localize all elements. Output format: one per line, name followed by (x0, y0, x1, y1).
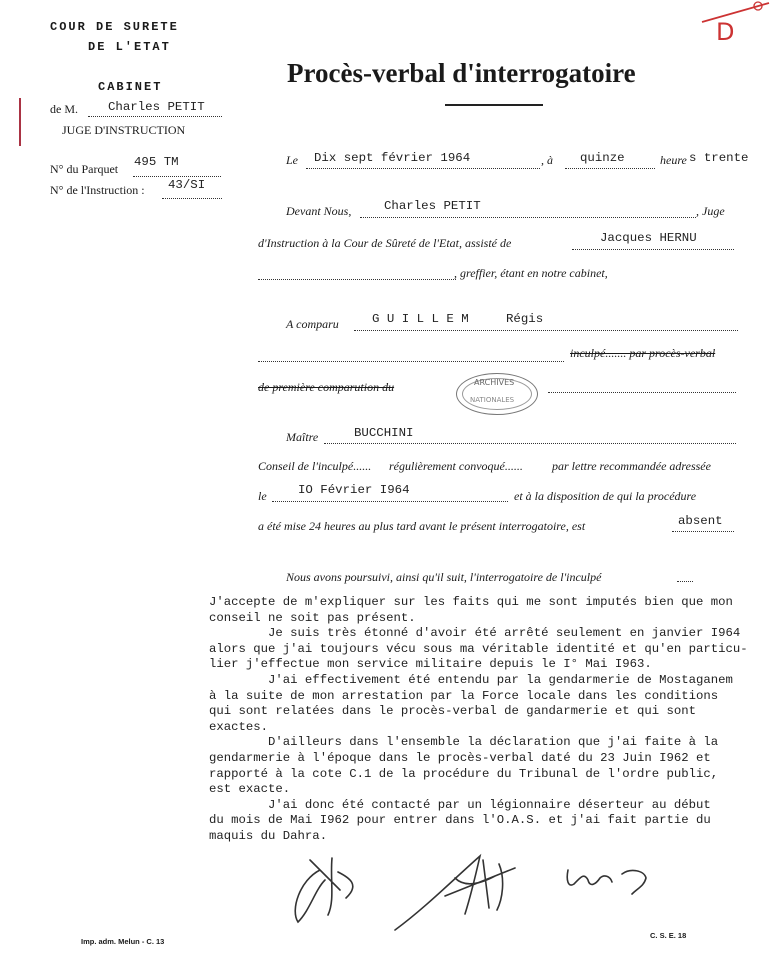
statement-line: Je suis très étonné d'avoir été arrêté seulement en janvier I964 (209, 626, 741, 641)
parquet-line (133, 176, 221, 177)
cabinet-label: CABINET (98, 80, 163, 94)
instruction-value: 43/SI (168, 178, 206, 192)
judge-name-line (88, 116, 222, 117)
statement-line: alors que j'ai toujours vécu sous ma véritable identité et qu'en particu- (209, 641, 748, 656)
signature-1 (280, 850, 390, 930)
signature-2 (385, 848, 545, 938)
greffier-blank-line (258, 279, 456, 280)
status-line (672, 531, 734, 532)
a-label: , à (541, 153, 553, 167)
court-line1: COUR DE SURETE (50, 20, 179, 34)
juge-label-2: , Juge (696, 204, 725, 218)
statement-body (209, 595, 748, 845)
heures-label: heure (660, 153, 687, 167)
title-underline (445, 104, 543, 106)
premiere-line (548, 392, 736, 393)
footer-right: C. S. E. 18 (650, 931, 687, 940)
statement-line: J'ai donc été contacté par un légionnaire déserteur au début (209, 797, 711, 812)
status-value: absent (678, 514, 723, 528)
maitre-name: BUCCHINI (354, 426, 414, 440)
devant-name: Charles PETIT (384, 199, 481, 213)
hour-line (565, 168, 655, 169)
statement-line: exactes. (209, 719, 269, 734)
greffier-name-line (572, 249, 734, 250)
instruction-label: N° de l'Instruction : (50, 183, 145, 197)
le2-label: le (258, 489, 267, 503)
comparu-firstname: Régis (506, 312, 544, 326)
corner-letter: D (716, 18, 735, 46)
comparu-blank-line (258, 361, 564, 362)
minutes-value: s trente (689, 151, 749, 165)
statement-line: qui sont relatées dans le procès-verbal de gandarmerie et qui sont (209, 704, 697, 719)
judge-name: Charles PETIT (108, 100, 205, 114)
devant-line (360, 217, 696, 218)
statement-line: maquis du Dahra. (209, 828, 328, 843)
maitre-label: Maître (286, 430, 319, 444)
statement-line: à la suite de mon arrestation par la Force locale dans les conditions (209, 688, 719, 703)
comparu-label: A comparu (286, 317, 339, 331)
stamp-line1: ARCHIVES (474, 378, 515, 387)
date-value: Dix sept février 1964 (314, 151, 471, 165)
instruction-line (162, 198, 222, 199)
corner-annotation (700, 0, 771, 50)
greffier-name: Jacques HERNU (600, 231, 697, 245)
poursuivi-text: Nous avons poursuivi, ainsi qu'il suit, l'interrogatoire de l'inculpé (286, 570, 602, 584)
hour-value: quinze (580, 151, 625, 165)
greffier-sentence: , greffier, étant en notre cabinet, (454, 266, 608, 280)
comparu-line (354, 330, 738, 331)
statement-line: rapporté à la cote C.1 de la procédure du Tribunal de l'ordre public, (209, 766, 719, 781)
maitre-line (324, 443, 736, 444)
premiere-struck: de première comparution du (258, 380, 395, 394)
page-title: Procès-verbal d'interrogatoire (287, 58, 636, 88)
conseil-text-1: Conseil de l'inculpé...... (258, 459, 372, 473)
devant-label: Devant Nous, (286, 204, 352, 218)
court-line2: DE L'ETAT (88, 40, 171, 54)
statement-line: conseil ne soit pas présent. (209, 610, 416, 625)
statement-line: J'ai effectivement été entendu par la gendarmerie de Mostaganem (209, 672, 733, 687)
date-line (306, 168, 540, 169)
margin-mark (19, 98, 21, 146)
stamp-line2: NATIONALES (470, 396, 515, 404)
statement-line: J'accepte de m'expliquer sur les faits qui me sont imputés bien que mon (209, 595, 733, 609)
mise-text: a été mise 24 heures au plus tard avant le présent interrogatoire, est (258, 519, 586, 533)
statement-line: est exacte. (209, 782, 291, 797)
statement-line: D'ailleurs dans l'ensemble la déclaration que j'ai faite à la (209, 735, 719, 750)
statement-line: lier j'effectue mon service militaire depuis le I° Mai I963. (209, 657, 652, 672)
juge-label: JUGE D'INSTRUCTION (62, 123, 186, 137)
conseil-text-2: régulièrement convoqué...... (389, 459, 523, 473)
statement-line: du mois de Mai I962 pour entrer dans l'O.A.S. et j'ai fait partie du (209, 813, 711, 828)
instruction-sentence: d'Instruction à la Cour de Sûreté de l'Etat, assisté de (258, 236, 512, 250)
letter-date-line (272, 501, 508, 502)
comparu-name: G U I L L E M (372, 312, 469, 326)
inculpe-struck: inculpé....... par procès-verbal (570, 346, 716, 360)
statement-line: gendarmerie à l'époque dans le procès-verbal daté du 23 Juin I962 et (209, 750, 711, 765)
letter-date: IO Février I964 (298, 483, 410, 497)
footer-left: Imp. adm. Melun - C. 13 (81, 937, 165, 946)
de-m-label: de M. (50, 102, 78, 116)
conseil-text-3: par lettre recommandée adressée (552, 459, 711, 473)
signature-3 (560, 860, 660, 900)
parquet-label: N° du Parquet (50, 162, 119, 176)
poursuivi-line (677, 581, 693, 582)
disposition-text: et à la disposition de qui la procédure (514, 489, 697, 503)
le-label: Le (286, 153, 298, 167)
parquet-value: 495 TM (134, 155, 179, 169)
